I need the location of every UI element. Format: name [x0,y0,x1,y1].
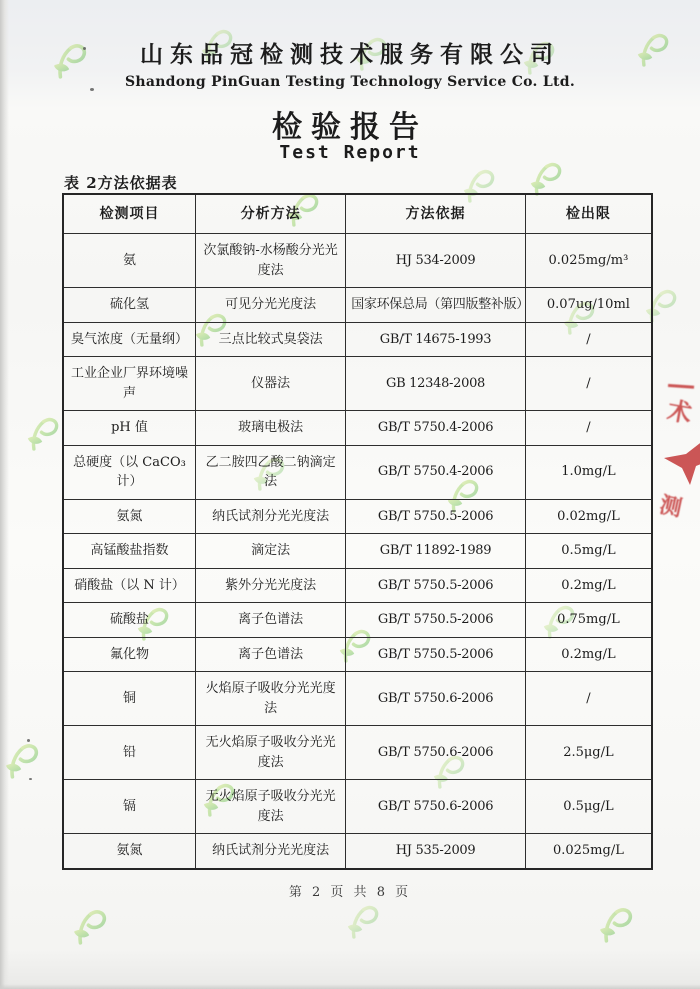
company-name-zh: 山东品冠检测技术服务有限公司 [140,41,560,68]
scan-speck [90,88,94,91]
cell-limit: 0.025mg/m³ [525,234,652,288]
cell-limit: 0.02mg/L [525,499,652,534]
report-title-en: Test Report [279,142,421,163]
cell-item: 高锰酸盐指数 [63,534,196,569]
table-row [63,568,652,603]
cell-item: 硫化氢 [63,288,196,323]
table-row [63,357,652,411]
cell-limit: / [525,357,652,411]
cell-limit: / [525,411,652,446]
cell-item: 氨氮 [63,499,196,534]
table-row [63,637,652,672]
cell-basis: HJ 535-2009 [346,834,526,869]
cell-limit: / [525,322,652,357]
cell-method: 乙二胺四乙酸二钠滴定法 [196,445,346,499]
watermark-logo-icon [70,902,110,950]
cell-basis: GB/T 5750.6-2006 [346,780,526,834]
report-title-zh: 检验报告 [272,110,428,145]
cell-method: 无火焰原子吸收分光光度法 [196,726,346,780]
cell-basis: HJ 534-2009 [346,234,526,288]
col-header-basis: 方法依据 [346,194,526,234]
cell-item: pH 值 [63,411,196,446]
cell-limit: 2.5μg/L [525,726,652,780]
table-row [63,726,652,780]
cell-basis: GB/T 5750.4-2006 [346,445,526,499]
cell-limit: 0.5mg/L [525,534,652,569]
watermark-logo-icon [24,410,62,456]
table-header-row [63,194,652,234]
cell-method: 火焰原子吸收分光光度法 [196,672,346,726]
cell-item: 硝酸盐（以 N 计） [63,568,196,603]
methods-table [62,193,653,870]
cell-item: 硫酸盐 [63,603,196,638]
cell-limit: 0.025mg/L [525,834,652,869]
table-row [63,322,652,357]
cell-basis: GB/T 5750.5-2006 [346,637,526,672]
cell-method: 玻璃电极法 [196,411,346,446]
cell-item: 铜 [63,672,196,726]
table-row [63,672,652,726]
table-row [63,499,652,534]
cell-method: 离子色谱法 [196,603,346,638]
table-caption: 表 2方法依据表 [64,174,178,192]
seal-star-icon [656,438,700,486]
table-row [63,411,652,446]
cell-limit: 0.75mg/L [525,603,652,638]
scan-bottom-edge [0,984,700,989]
cell-item: 氨氮 [63,834,196,869]
cell-basis: GB/T 5750.6-2006 [346,672,526,726]
official-seal-fragment [656,386,700,531]
page-number-indicator: 第 2 页 共 8 页 [288,885,412,900]
scan-speck [27,739,30,742]
cell-basis: GB/T 5750.5-2006 [346,499,526,534]
cell-limit: 1.0mg/L [525,445,652,499]
cell-item: 铅 [63,726,196,780]
cell-method: 仪器法 [196,357,346,411]
cell-method: 纳氏试剂分光光度法 [196,834,346,869]
cell-method: 可见分光光度法 [196,288,346,323]
cell-limit: 0.07ug/10ml [525,288,652,323]
seal-character: 测 [657,491,685,522]
cell-basis: GB/T 5750.5-2006 [346,603,526,638]
col-header-item: 检测项目 [63,194,196,234]
table-row [63,445,652,499]
cell-basis: GB/T 5750.6-2006 [346,726,526,780]
cell-item: 氟化物 [63,637,196,672]
cell-limit: 0.5μg/L [525,780,652,834]
table-row [63,234,652,288]
cell-method: 次氯酸钠-水杨酸分光光度法 [196,234,346,288]
seal-character: 术 [665,390,695,429]
table-row [63,603,652,638]
cell-basis: GB/T 11892-1989 [346,534,526,569]
watermark-logo-icon [596,900,636,948]
cell-basis: GB/T 5750.5-2006 [346,568,526,603]
col-header-method: 分析方法 [196,194,346,234]
cell-method: 无火焰原子吸收分光光度法 [196,780,346,834]
cell-limit: / [525,672,652,726]
cell-limit: 0.2mg/L [525,637,652,672]
cell-basis: GB 12348-2008 [346,357,526,411]
methods-table-body [63,234,652,869]
scan-speck [29,778,32,780]
cell-basis: GB/T 5750.4-2006 [346,411,526,446]
cell-limit: 0.2mg/L [525,568,652,603]
table-row [63,834,652,869]
watermark-logo-icon [344,898,382,944]
cell-method: 三点比较式臭袋法 [196,322,346,357]
cell-basis: 国家环保总局（第四版整补版） [346,288,526,323]
cell-item: 总硬度（以 CaCO₃计） [63,445,196,499]
cell-method: 紫外分光光度法 [196,568,346,603]
table-row [63,534,652,569]
cell-method: 离子色谱法 [196,637,346,672]
cell-item: 工业企业厂界环境噪声 [63,357,196,411]
company-name-en: Shandong PinGuan Testing Technology Service Co. Ltd. [124,74,576,90]
cell-basis: GB/T 14675-1993 [346,322,526,357]
table-row [63,288,652,323]
table-row [63,780,652,834]
cell-item: 臭气浓度（无量纲） [63,322,196,357]
col-header-limit: 检出限 [525,194,652,234]
cell-item: 氨 [63,234,196,288]
scan-speck [83,47,86,50]
cell-method: 纳氏试剂分光光度法 [196,499,346,534]
cell-item: 镉 [63,780,196,834]
cell-method: 滴定法 [196,534,346,569]
